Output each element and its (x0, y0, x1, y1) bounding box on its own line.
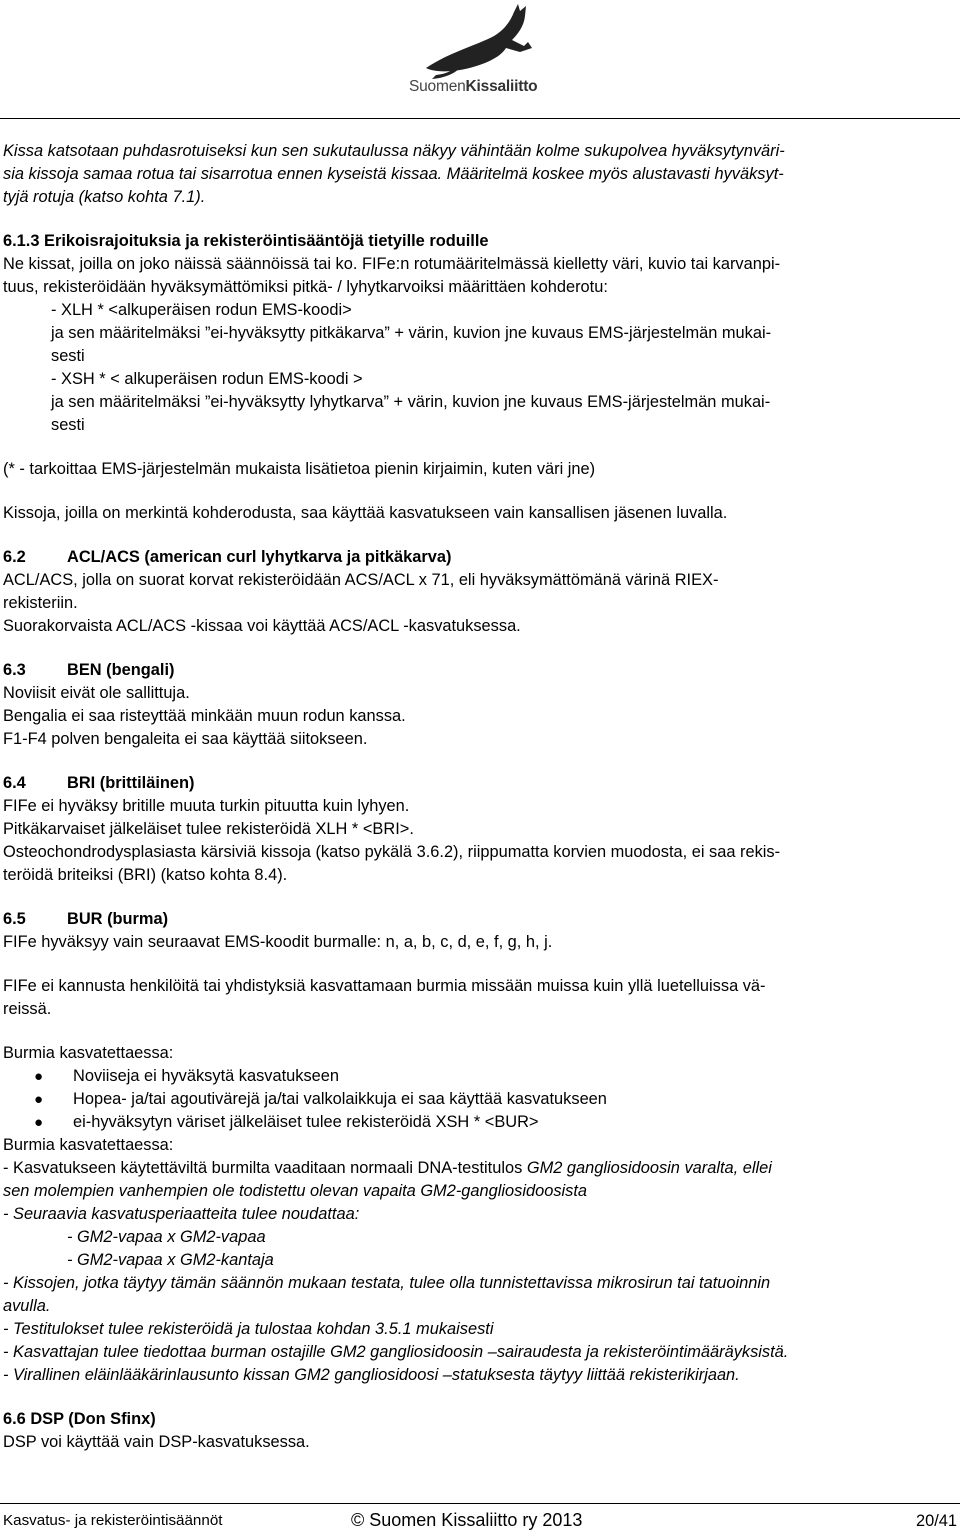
vet-line: - Virallinen eläinlääkärinlausunto kissan GM2 gangliosidoosi –statuksesta täytyy liittää rekisterikirjaan. (3, 1366, 740, 1384)
section-number: 6.3 (3, 661, 26, 679)
breeding-label-2: Burmia kasvatettaessa: (3, 1136, 174, 1154)
logo (400, 0, 560, 100)
s65-line-3: reissä. (3, 1000, 52, 1018)
footer-divider (0, 1503, 960, 1504)
section-number: 6.4 (3, 774, 26, 792)
list-item: ● Hopea- ja/tai agoutivärejä ja/tai valkolaikkuja ei saa käyttää kasvatukseen (3, 1088, 955, 1111)
section-6-1-3-title: 6.1.3 Erikoisrajoituksia ja rekisteröintisääntöjä tietyille roduille (3, 232, 489, 250)
test-line-2: avulla. (3, 1297, 51, 1315)
xlh-desc-1: ja sen määritelmäksi ”ei-hyväksytty pitkäkarva” + värin, kuvion jne kuvaus EMS-järjestelmän mukai- (51, 324, 772, 342)
section-number: 6.2 (3, 548, 26, 566)
principles-line: - Seuraavia kasvatusperiaatteita tulee noudattaa: (3, 1205, 360, 1223)
s62-line-2: rekisteriin. (3, 594, 78, 612)
s62-line-3: Suorakorvaista ACL/ACS -kissaa voi käyttää ACS/ACL -kasvatuksessa. (3, 617, 521, 635)
list-item: ● ei-hyväksytyn väriset jälkeläiset tulee rekisteröidä XSH * <BUR> (3, 1111, 955, 1134)
xlh-desc-2: sesti (51, 347, 85, 365)
section-6-3-title (3, 659, 955, 682)
page-number: 20/41 (915, 1512, 957, 1530)
cat-silhouette-icon (420, 2, 540, 82)
header-divider (0, 118, 960, 119)
xlh-code: - XLH * <alkuperäisen rodun EMS-koodi> (51, 301, 352, 319)
results-line: - Testitulokset tulee rekisteröidä ja tulostaa kohdan 3.5.1 mukaisesti (3, 1320, 494, 1338)
logo-text-regular: Suomen (409, 78, 466, 95)
s65-line-2: FIFe ei kannusta henkilöitä tai yhdistyksiä kasvattamaan burmia missään muissa kuin yllä luetelluissa vä- (3, 977, 766, 995)
section-6-2-title (3, 546, 955, 569)
footer-copyright: © Suomen Kissaliitto ry 2013 (351, 1510, 583, 1530)
xsh-code: - XSH * < alkuperäisen rodun EMS-koodi > (51, 370, 363, 388)
test-line-1: - Kissojen, jotka täytyy tämän säännön mukaan testata, tulee olla tunnistettavissa mikrosirun tai tatuoinnin (3, 1274, 771, 1292)
breeding-label-1: Burmia kasvatettaessa: (3, 1044, 174, 1062)
s63-line-2: Bengalia ei saa risteyttää minkään muun rodun kanssa. (3, 707, 406, 725)
pair-2: - GM2-vapaa x GM2-kantaja (67, 1251, 274, 1269)
s65-line-1: FIFe hyväksyy vain seuraavat EMS-koodit burmalle: n, a, b, c, d, e, f, g, h, j. (3, 933, 553, 951)
page-footer (0, 1509, 960, 1531)
footer-document-title: Kasvatus- ja rekisteröintisäännöt (3, 1512, 223, 1529)
consent-line: Kissoja, joilla on merkintä kohderodusta, saa käyttää kasvatukseen vain kansallisen jäsenen luvalla. (3, 504, 728, 522)
list-item: ● Noviiseja ei hyväksytä kasvatukseen (3, 1065, 955, 1088)
xsh-desc-2: sesti (51, 416, 85, 434)
s613-line-1: Ne kissat, joilla on joko näissä säännöissä tai ko. FIFe:n rotumääritelmässä kielletty väri, kuvio tai karvanpi- (3, 255, 781, 273)
section-title: BEN (bengali) (67, 661, 175, 679)
ems-note: (* - tarkoittaa EMS-järjestelmän mukaista lisätietoa pienin kirjaimin, kuten väri jne) (3, 460, 596, 478)
s63-line-1: Noviisit eivät ole sallittuja. (3, 684, 190, 702)
xsh-desc-1: ja sen määritelmäksi ”ei-hyväksytty lyhytkarva” + värin, kuvion jne kuvaus EMS-järjestelmän mukai- (51, 393, 771, 411)
bullet-icon: ● (34, 1114, 44, 1131)
section-title: BUR (burma) (67, 910, 169, 928)
section-6-5-title (3, 908, 955, 931)
section-number: 6.5 (3, 910, 26, 928)
inform-line: - Kasvattajan tulee tiedottaa burman ostajille GM2 gangliosidoosin –sairaudesta ja rekisteröintimääräyksistä. (3, 1343, 789, 1361)
logo-wordmark (409, 78, 537, 96)
logo-text-bold: Kissaliitto (465, 78, 538, 95)
s63-line-3: F1-F4 polven bengaleita ei saa käyttää siitokseen. (3, 730, 368, 748)
section-6-4-title (3, 772, 955, 795)
intro-line-3: tyjä rotuja (katso kohta 7.1). (3, 188, 206, 206)
section-6-6-title: 6.6 DSP (Don Sfinx) (3, 1410, 156, 1428)
bullet-icon: ● (34, 1091, 44, 1108)
gm2-line-2: sen molempien vanhempien ole todistettu olevan vapaita GM2-gangliosidoosista (3, 1182, 588, 1200)
intro-line-2: sia kissoja samaa rotua tai sisarrotua ennen kyseistä kissaa. Määritelmä koskee myös alustavasti hyväksyt- (3, 165, 784, 183)
s64-line-3: Osteochondrodysplasiasta kärsiviä kissoja (katso pykälä 3.6.2), riippumatta korvien muodosta, ei saa rekis- (3, 843, 781, 861)
pair-1: - GM2-vapaa x GM2-vapaa (67, 1228, 266, 1246)
section-title: BRI (brittiläinen) (67, 774, 195, 792)
s66-line-1: DSP voi käyttää vain DSP-kasvatuksessa. (3, 1433, 310, 1451)
bullet-icon: ● (34, 1068, 44, 1085)
s64-line-2: Pitkäkarvaiset jälkeläiset tulee rekisteröidä XLH * <BRI>. (3, 820, 414, 838)
section-title: ACL/ACS (american curl lyhytkarva ja pitkäkarva) (67, 548, 452, 566)
gm2-line-1: - Kasvatukseen käytettäviltä burmilta vaaditaan normaali DNA-testitulos GM2 gangliosidoosin varalta, ellei (3, 1159, 772, 1177)
document-body (3, 140, 955, 1454)
s613-line-2: tuus, rekisteröidään hyväksymättömiksi pitkä- / lyhytkarvoiksi määrittäen kohderotu: (3, 278, 608, 296)
s64-line-1: FIFe ei hyväksy britille muuta turkin pituutta kuin lyhyen. (3, 797, 410, 815)
s62-line-1: ACL/ACS, jolla on suorat korvat rekisteröidään ACS/ACL x 71, eli hyväksymättömänä värinä RIEX- (3, 571, 719, 589)
intro-line-1: Kissa katsotaan puhdasrotuiseksi kun sen sukutaulussa näkyy vähintään kolme sukupolvea hyväksytynväri- (3, 142, 785, 160)
s64-line-4: teröidä briteiksi (BRI) (katso kohta 8.4). (3, 866, 288, 884)
